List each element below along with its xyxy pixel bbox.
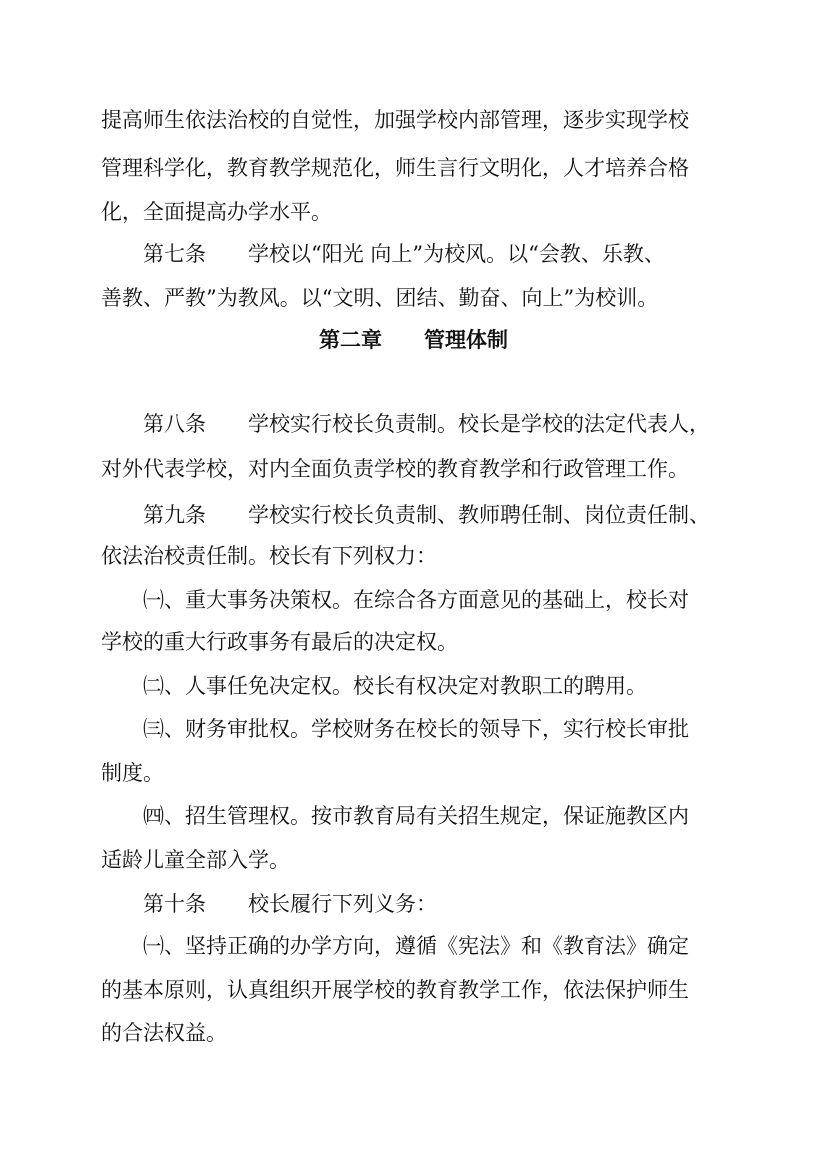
text-line: 依法治校责任制。校长有下列权力： — [101, 544, 437, 568]
chapter-heading: 第二章 管理体制 — [319, 328, 508, 352]
text-line: 提高师生依法治校的自觉性，加强学校内部管理，逐步实现学校 — [101, 108, 689, 132]
list-item-line: ㈢、财务审批权。学校财务在校长的领导下，实行校长审批 — [143, 717, 689, 741]
article-10-line: 第十条 校长履行下列义务： — [143, 892, 437, 916]
text-line: 化，全面提高办学水平。 — [101, 200, 332, 224]
text-line: 的合法权益。 — [101, 1021, 227, 1045]
text-line: 对外代表学校，对内全面负责学校的教育教学和行政管理工作。 — [101, 457, 689, 481]
list-item-line: ㈣、招生管理权。按市教育局有关招生规定，保证施教区内 — [143, 804, 689, 828]
text-line: 适龄儿童全部入学。 — [101, 848, 290, 872]
list-item-line: ㈠、坚持正确的办学方向，遵循《宪法》和《教育法》确定 — [143, 934, 689, 958]
text-line: 的基本原则，认真组织开展学校的教育教学工作，依法保护师生 — [101, 978, 689, 1002]
article-7-line: 第七条 学校以“阳光 向上”为校风。以“会教、乐教、 — [143, 242, 665, 266]
text-line: 制度。 — [101, 761, 164, 785]
article-8-line: 第八条 学校实行校长负责制。校长是学校的法定代表人， — [143, 412, 710, 436]
text-line: 管理科学化，教育教学规范化，师生言行文明化，人才培养合格 — [101, 156, 689, 180]
list-item-line: ㈠、重大事务决策权。在综合各方面意见的基础上，校长对 — [143, 588, 689, 612]
list-item-line: ㈡、人事任免决定权。校长有权决定对教职工的聘用。 — [143, 674, 647, 698]
text-line: 学校的重大行政事务有最后的决定权。 — [101, 630, 458, 654]
article-9-line: 第九条 学校实行校长负责制、教师聘任制、岗位责任制、 — [143, 503, 710, 527]
text-line: 善教、严教”为教风。以“文明、团结、勤奋、向上”为校训。 — [101, 286, 659, 310]
